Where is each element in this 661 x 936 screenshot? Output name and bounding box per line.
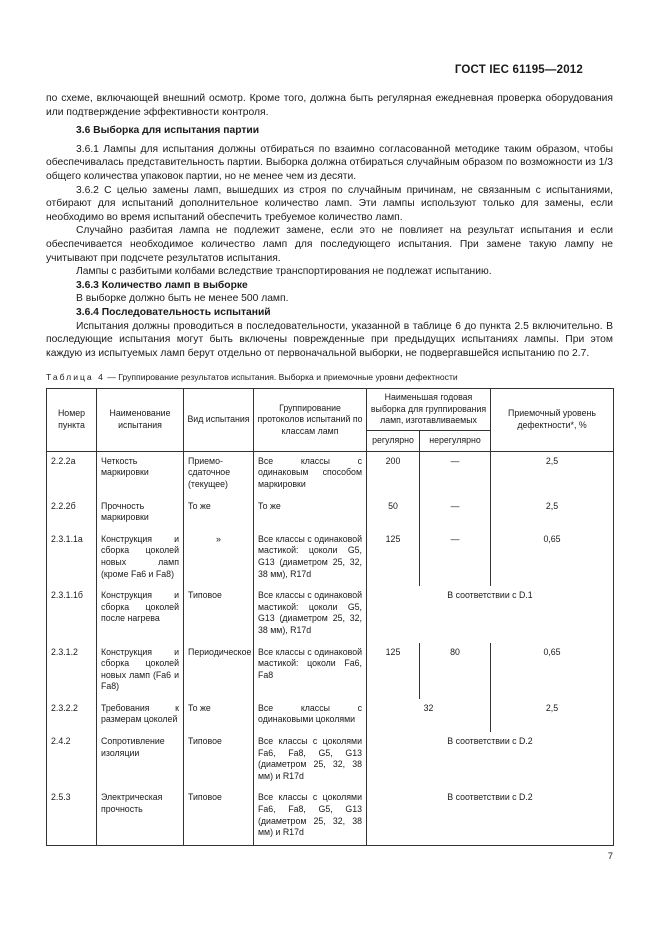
table-caption xyxy=(46,372,613,383)
cell-group: Все классы с одинаковой мастикой: цоколи G5, G13 (диаметром 25, 32, 38 мм), R17d xyxy=(254,530,367,586)
cell-num: 2.5.3 xyxy=(47,788,97,845)
cell-num: 2.3.1.2 xyxy=(47,643,97,699)
cell-group: Все классы с одинаковыми цоколями xyxy=(254,699,367,732)
cell-merged-reference: В соответствии с D.2 xyxy=(367,732,614,788)
cell-group: Все классы с одинаковой мастикой: цоколи G5, G13 (диаметром 25, 32, 38 мм), R17d xyxy=(254,586,367,642)
table-row xyxy=(47,643,614,699)
paragraph-random-break: Случайно разбитая лампа не подлежит замене, если это не повлияет на результат испытания и если обеспечивается необходимое количество ламп для последующего испытания. При замене такую лампу не учитывают при подсчете результатов испытания. xyxy=(46,225,613,264)
table-row xyxy=(47,699,614,732)
heading-3-6: 3.6 Выборка для испытания партии xyxy=(76,125,260,137)
cell-name: Сопротивление изоляции xyxy=(97,732,184,788)
cell-regular: 125 xyxy=(367,530,420,586)
cell-name: Прочность маркировки xyxy=(97,497,184,530)
cell-merged-reference: В соответствии с D.2 xyxy=(367,788,614,845)
table-row xyxy=(47,530,614,586)
cell-name: Конструкция и сборка цоколей новых ламп (кроме Fa6 и Fa8) xyxy=(97,530,184,586)
col-header-name: Наименование испытания xyxy=(97,389,184,452)
table-row xyxy=(47,732,614,788)
paragraph-3-6-4: Испытания должны проводиться в последовательности, указанной в таблице 6 до пункта 2.5 включительно. В последующие испытания могут быть включены поврежденные при предыдущих испытаниях лампы. При этом каждую из испытуемых ламп берут отдельно от первоначальной выборки, не подвергавшейся испытанию по 2.7. xyxy=(46,320,613,359)
cell-num: 2.4.2 xyxy=(47,732,97,788)
cell-group: То же xyxy=(254,497,367,530)
table-row xyxy=(47,497,614,530)
cell-kind: Типовое xyxy=(184,586,254,642)
cell-irregular: — xyxy=(420,497,491,530)
cell-aql: 0,65 xyxy=(491,530,614,586)
col-header-kind: Вид испытания xyxy=(184,389,254,452)
cell-num: 2.2.2б xyxy=(47,497,97,530)
cell-group: Все классы с одинаковой мастикой: цоколи Fa6, Fa8 xyxy=(254,643,367,699)
table-row xyxy=(47,586,614,642)
table-row xyxy=(47,788,614,845)
cell-combined-sample: 32 xyxy=(367,699,491,732)
table-caption-text: — Группирование результатов испытания. Выборка и приемочные уровни дефектности xyxy=(104,372,458,382)
cell-irregular: 80 xyxy=(420,643,491,699)
heading-3-6-3: 3.6.3 Количество ламп в выборке xyxy=(76,279,248,291)
cell-kind: Типовое xyxy=(184,788,254,845)
cell-regular: 125 xyxy=(367,643,420,699)
cell-irregular: — xyxy=(420,451,491,496)
cell-name: Требования к размерам цоколей xyxy=(97,699,184,732)
cell-name: Электрическая прочность xyxy=(97,788,184,845)
results-table xyxy=(46,388,614,846)
paragraph-broken-bulbs: Лампы с разбитыми колбами вследствие транспортирования не подлежат испытанию. xyxy=(76,266,492,278)
page-number: 7 xyxy=(607,851,613,862)
cell-kind: Периодическое xyxy=(184,643,254,699)
document-body xyxy=(46,92,613,360)
cell-name: Конструкция и сборка цоколей новых ламп (Fa6 и Fa8) xyxy=(97,643,184,699)
col-header-irregular: нерегулярно xyxy=(420,430,491,451)
cell-num: 2.2.2а xyxy=(47,451,97,496)
table-row xyxy=(47,451,614,496)
cell-num: 2.3.1.1а xyxy=(47,530,97,586)
cell-regular: 50 xyxy=(367,497,420,530)
paragraph-3-6-2: 3.6.2 С целью замены ламп, вышедших из строя по случайным причинам, не связанным с испытаниями, отбирают для испытаний дополнительное количество ламп. Эти лампы используют только для замены, если необходимо во время испытаний обеспечить требуемое количество ламп. xyxy=(46,184,613,223)
cell-aql: 2,5 xyxy=(491,497,614,530)
heading-3-6-4: 3.6.4 Последовательность испытаний xyxy=(76,306,271,318)
cell-regular: 200 xyxy=(367,451,420,496)
cell-num: 2.3.1.1б xyxy=(47,586,97,642)
table-caption-label: Таблица 4 xyxy=(46,372,105,382)
cell-aql: 2,5 xyxy=(491,451,614,496)
col-header-aql: Приемочный уровень дефектности*, % xyxy=(491,389,614,452)
cell-aql: 0,65 xyxy=(491,643,614,699)
paragraph-3-6-1: 3.6.1 Лампы для испытания должны отбираться по взаимно согласованной методике таким образом, чтобы обеспечивалась представительность партии. Выборка должна отбираться случайным образом по возможности из 1/3 общего количества упаковок партии, но не менее чем из десяти. xyxy=(46,143,613,182)
cell-kind: Типовое xyxy=(184,732,254,788)
cell-num: 2.3.2.2 xyxy=(47,699,97,732)
col-header-min-sample: Наименьшая годовая выборка для группирования ламп, изготавливаемых xyxy=(367,389,491,431)
cell-group: Все классы с цоколями Fa6, Fa8, G5, G13 (диаметром 25, 32, 38 мм) и R17d xyxy=(254,788,367,845)
document-header: ГОСТ IEC 61195—2012 xyxy=(454,64,583,76)
cell-kind: » xyxy=(184,530,254,586)
cell-irregular: — xyxy=(420,530,491,586)
cell-name: Четкость маркировки xyxy=(97,451,184,496)
col-header-regular: регулярно xyxy=(367,430,420,451)
cell-kind: Приемо-сдаточное (текущее) xyxy=(184,451,254,496)
cell-kind: То же xyxy=(184,699,254,732)
cell-aql: 2,5 xyxy=(491,699,614,732)
paragraph-3-6-3: В выборке должно быть не менее 500 ламп. xyxy=(76,293,289,305)
paragraph-intro: по схеме, включающей внешний осмотр. Кроме того, должна быть регулярная ежедневная проверка оборудования или подтверждение эффективности контроля. xyxy=(46,93,613,118)
cell-name: Конструкция и сборка цоколей после нагрева xyxy=(97,586,184,642)
cell-kind: То же xyxy=(184,497,254,530)
cell-group: Все классы с цоколями Fa6, Fa8, G5, G13 (диаметром 25, 32, 38 мм) и R17d xyxy=(254,732,367,788)
col-header-num: Номер пункта xyxy=(47,389,97,452)
cell-merged-reference: В соответствии с D.1 xyxy=(367,586,614,642)
col-header-group: Группирование протоколов испытаний по классам ламп xyxy=(254,389,367,452)
cell-group: Все классы с одинаковым способом маркировки xyxy=(254,451,367,496)
